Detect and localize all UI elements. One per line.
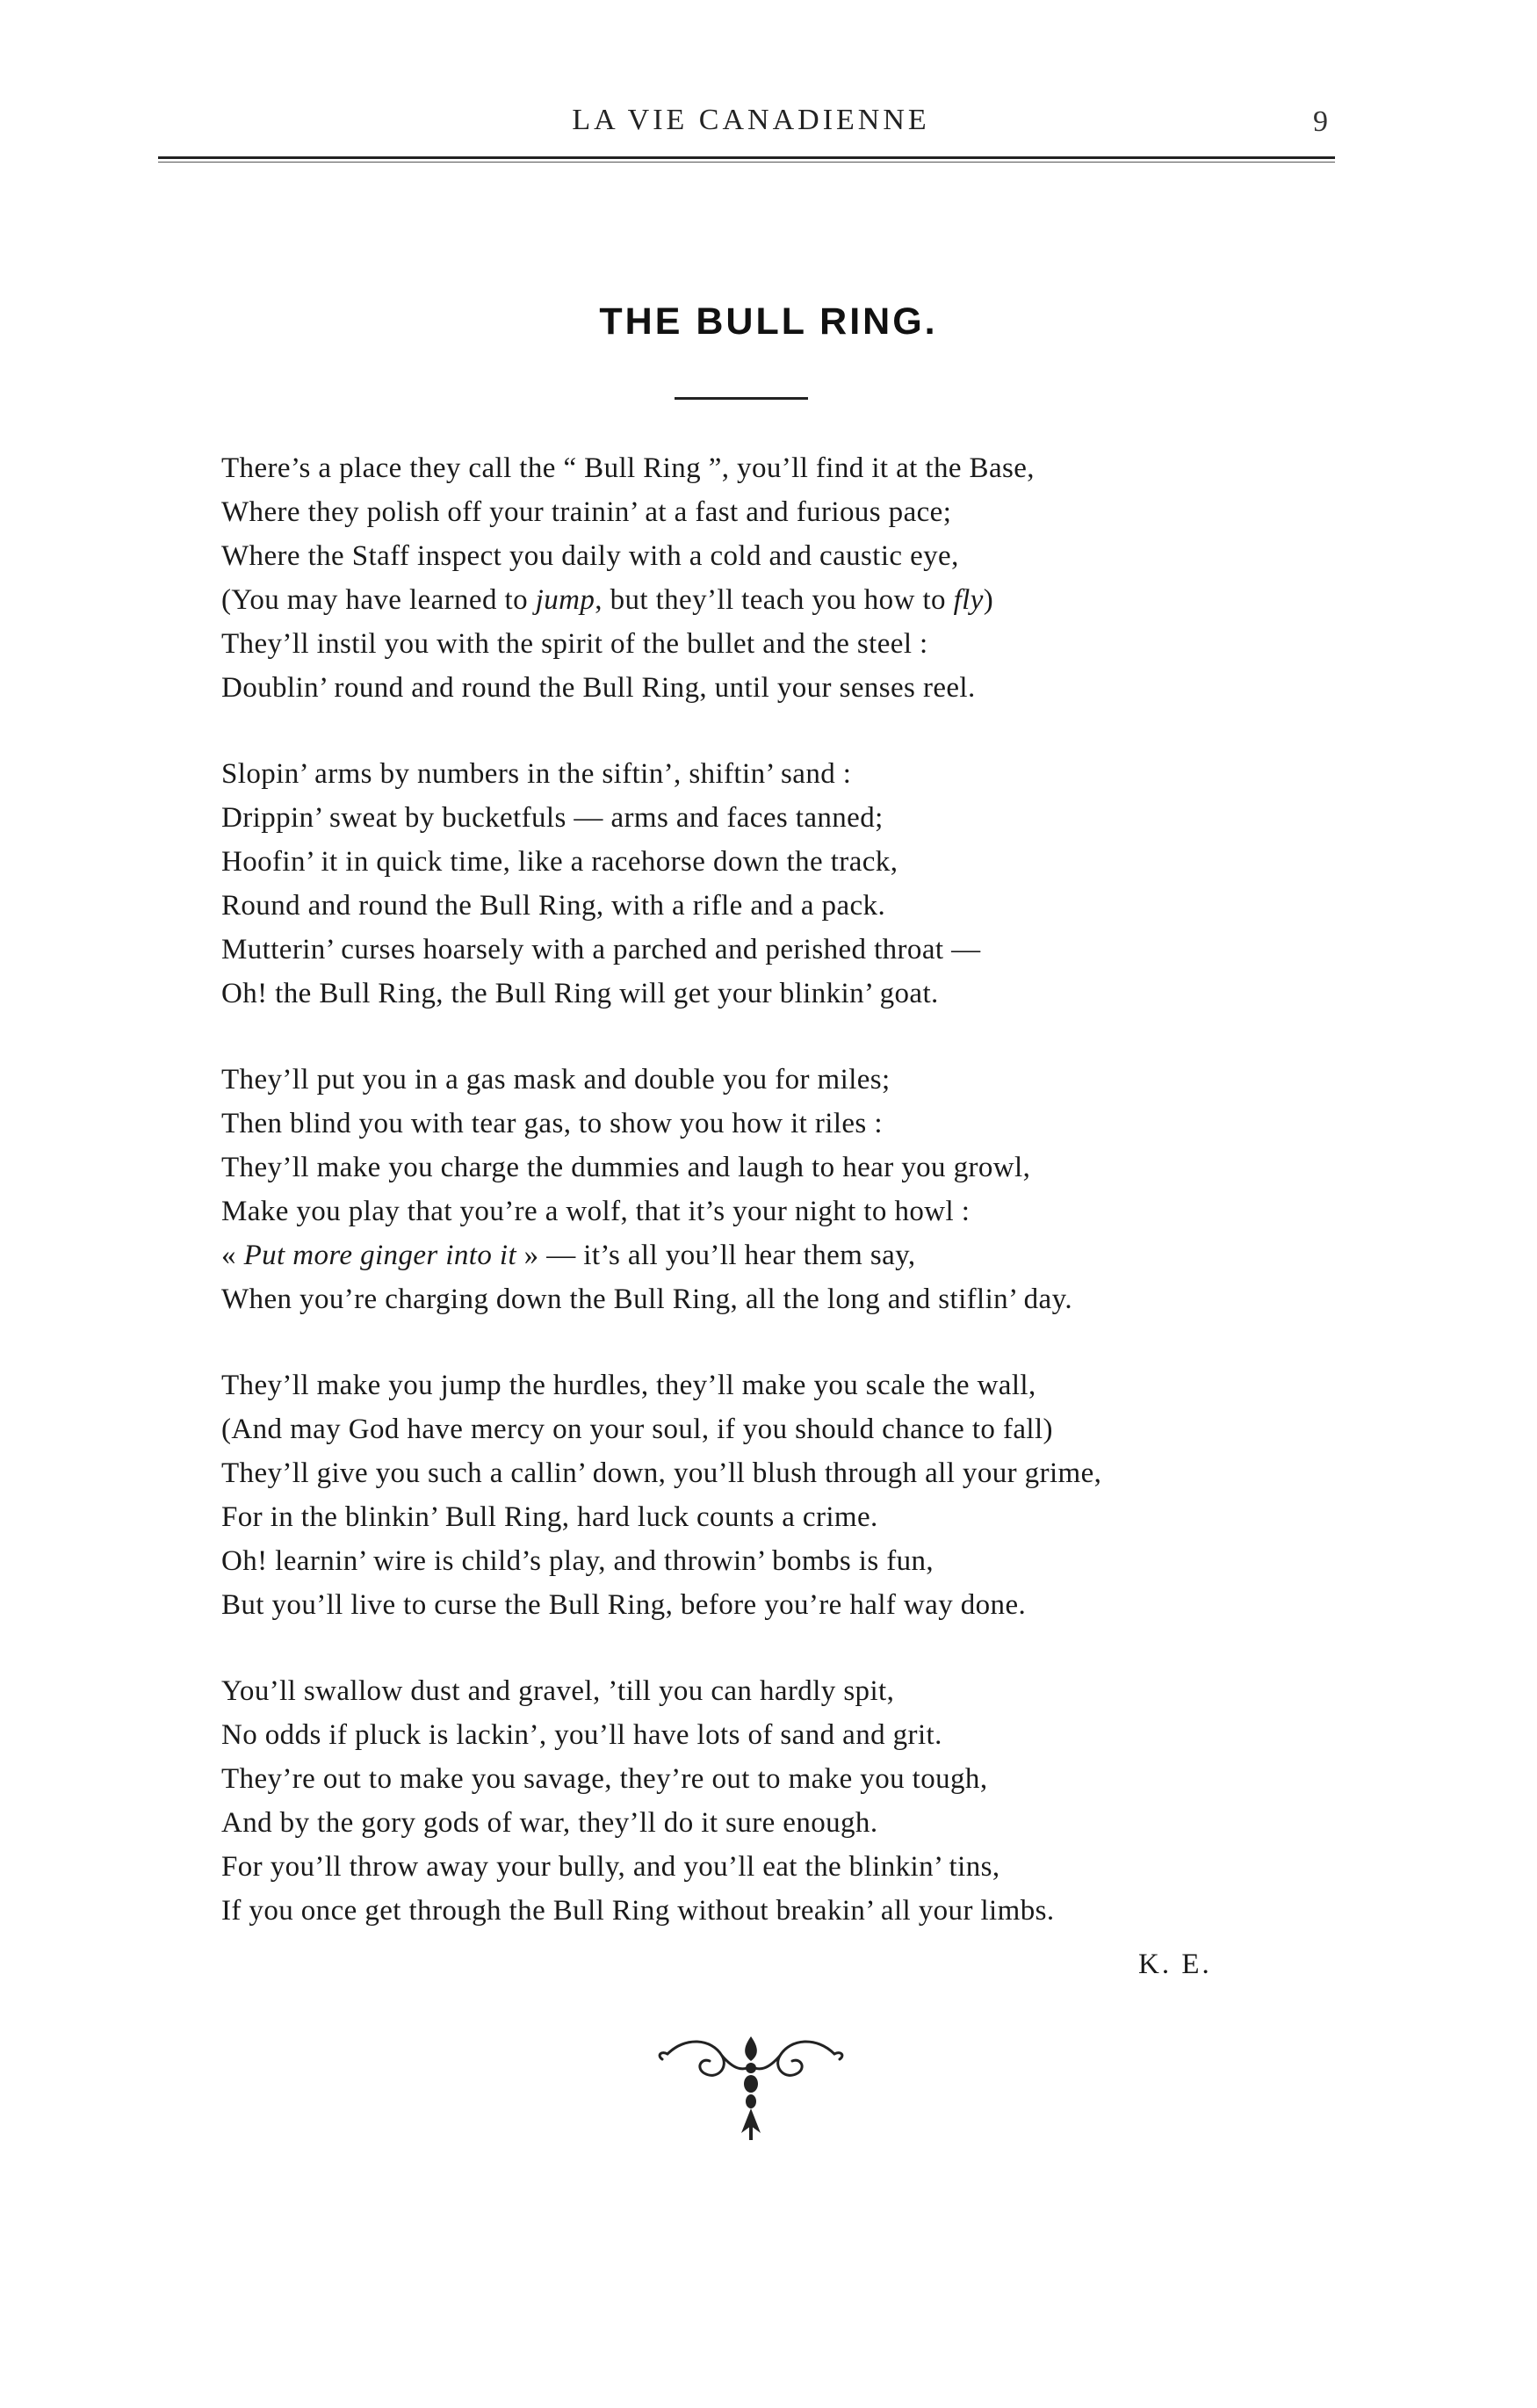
poem-line: Oh! the Bull Ring, the Bull Ring will get your blinkin’ goat. bbox=[221, 978, 939, 1009]
poem-line: And by the gory gods of war, they’ll do it sure enough. bbox=[221, 1807, 878, 1839]
poem-body bbox=[221, 446, 1354, 1975]
poem-line: If you once get through the Bull Ring without breakin’ all your limbs. bbox=[221, 1895, 1055, 1927]
poem-title: THE BULL RING. bbox=[599, 300, 938, 343]
poem-line: Where they polish off your trainin’ at a fast and furious pace; bbox=[221, 496, 952, 528]
stanza bbox=[221, 1669, 1354, 1933]
poem-line: Drippin’ sweat by bucketfuls — arms and faces tanned; bbox=[221, 802, 884, 834]
poem-line: They’ll instil you with the spirit of the bullet and the steel : bbox=[221, 628, 928, 660]
stanza bbox=[221, 1363, 1354, 1627]
running-head bbox=[0, 104, 1537, 148]
poem-line: (And may God have mercy on your soul, if you should chance to fall) bbox=[221, 1414, 1053, 1445]
poem-line: There’s a place they call the “ Bull Ring ”, you’ll find it at the Base, bbox=[221, 452, 1035, 484]
header-rule bbox=[158, 156, 1335, 159]
poem-line: Oh! learnin’ wire is child’s play, and throwin’ bombs is fun, bbox=[221, 1545, 934, 1577]
poem-line: « Put more ginger into it » — it’s all you’ll hear them say, bbox=[221, 1240, 916, 1271]
header-rule-thin bbox=[158, 162, 1335, 163]
poem-line: They’re out to make you savage, they’re out to make you tough, bbox=[221, 1763, 988, 1795]
fleuron-icon bbox=[650, 2029, 852, 2148]
poem-line: Where the Staff inspect you daily with a cold and caustic eye, bbox=[221, 540, 959, 572]
stanza bbox=[221, 1058, 1354, 1321]
page-number: 9 bbox=[1313, 105, 1328, 138]
stanza bbox=[221, 752, 1354, 1016]
poem-line: Make you play that you’re a wolf, that it’s your night to howl : bbox=[221, 1196, 971, 1227]
poem-line: Doublin’ round and round the Bull Ring, until your senses reel. bbox=[221, 672, 976, 704]
journal-title: LA VIE CANADIENNE bbox=[572, 104, 930, 136]
poem-line: For you’ll throw away your bully, and you’ll eat the blinkin’ tins, bbox=[221, 1851, 1000, 1883]
poem-line: Round and round the Bull Ring, with a rifle and a pack. bbox=[221, 890, 886, 922]
stanza bbox=[221, 446, 1354, 710]
poem-line: Slopin’ arms by numbers in the siftin’, shiftin’ sand : bbox=[221, 758, 852, 790]
poem-line: No odds if pluck is lackin’, you’ll have lots of sand and grit. bbox=[221, 1719, 942, 1751]
poem-line: They’ll give you such a callin’ down, you’ll blush through all your grime, bbox=[221, 1457, 1102, 1489]
poem-line: They’ll make you jump the hurdles, they’ll make you scale the wall, bbox=[221, 1370, 1036, 1401]
poem-line: When you’re charging down the Bull Ring, all the long and stiflin’ day. bbox=[221, 1284, 1073, 1315]
poem-signature: K. E. bbox=[1138, 1949, 1212, 1980]
poem-line: They’ll make you charge the dummies and laugh to hear you growl, bbox=[221, 1152, 1031, 1183]
poem-line: They’ll put you in a gas mask and double you for miles; bbox=[221, 1064, 891, 1096]
poem-line: But you’ll live to curse the Bull Ring, before you’re half way done. bbox=[221, 1589, 1027, 1621]
poem-line: (You may have learned to jump, but they’ll teach you how to fly) bbox=[221, 584, 994, 616]
poem-line: Mutterin’ curses hoarsely with a parched and perished throat — bbox=[221, 934, 981, 965]
poem-line: You’ll swallow dust and gravel, ’till you can hardly spit, bbox=[221, 1675, 895, 1707]
title-rule bbox=[675, 397, 808, 400]
poem-line: Then blind you with tear gas, to show you how it riles : bbox=[221, 1108, 883, 1139]
poem-line: Hoofin’ it in quick time, like a racehorse down the track, bbox=[221, 846, 898, 878]
poem-line: For in the blinkin’ Bull Ring, hard luck counts a crime. bbox=[221, 1501, 878, 1533]
